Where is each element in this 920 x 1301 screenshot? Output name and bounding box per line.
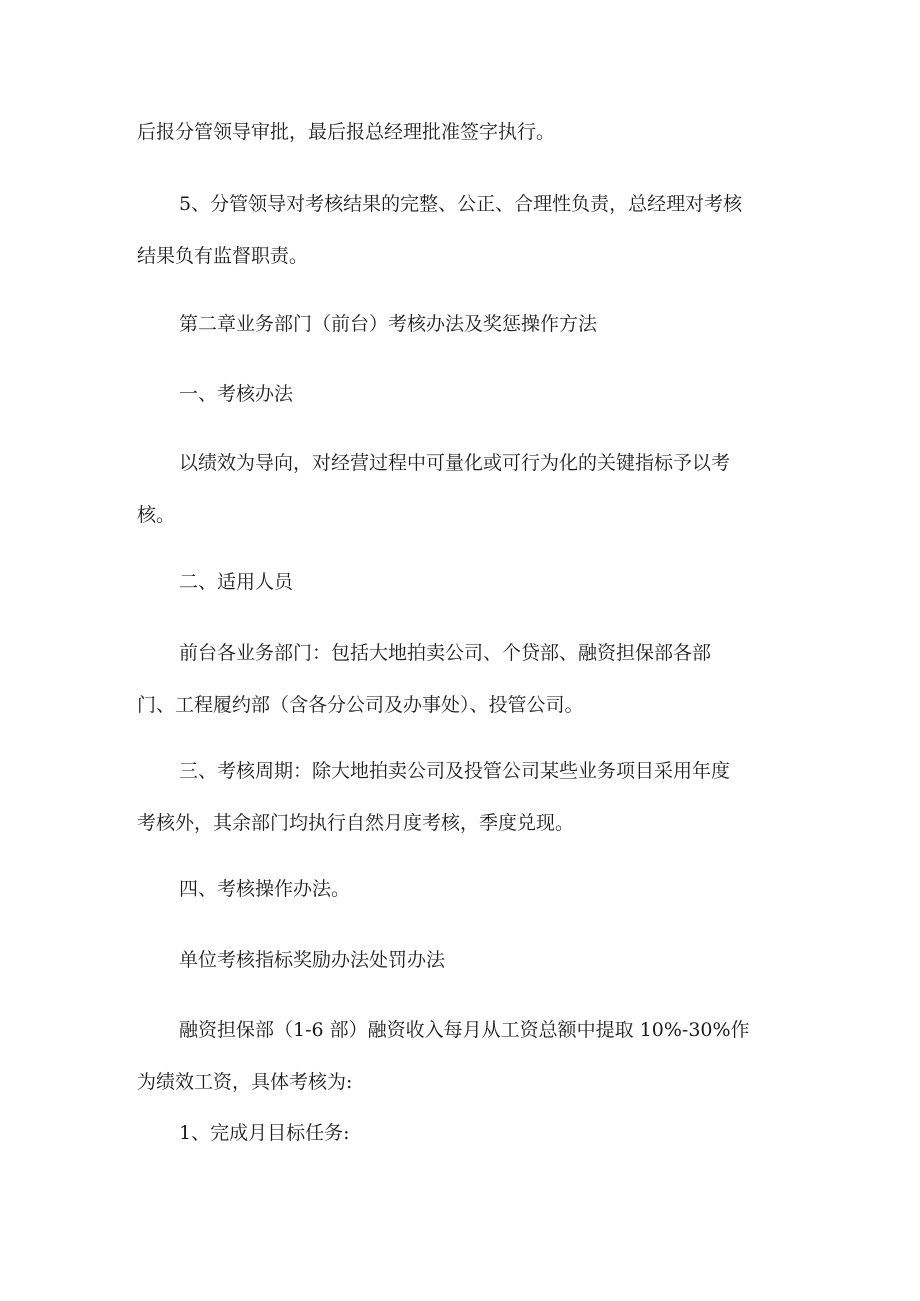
text-line: 第二章业务部门（前台）考核办法及奖惩操作方法 xyxy=(179,313,598,335)
text-line: 考核外，其余部门均执行自然月度考核，季度兑现。 xyxy=(137,812,575,834)
text-line: 结果负有监督职责。 xyxy=(137,245,309,267)
text-line: 后报分管领导审批，最后报总经理批准签字执行。 xyxy=(137,121,556,143)
text-line: 单位考核指标奖励办法处罚办法 xyxy=(179,949,446,971)
paragraph-approval-continuation xyxy=(137,106,787,158)
text-line: 二、适用人员 xyxy=(179,571,294,593)
paragraph-front-departments xyxy=(137,627,787,731)
text-line: 三、考核周期：除大地拍卖公司及投管公司某些业务项目采用年度 xyxy=(179,760,731,782)
section-heading-method xyxy=(137,368,787,420)
text-line: 核。 xyxy=(137,504,176,526)
text-line: 以绩效为导向，对经营过程中可量化或可行为化的关键指标予以考 xyxy=(179,452,731,474)
text-line: 四、考核操作办法。 xyxy=(179,878,351,900)
paragraph-item-5 xyxy=(137,178,787,282)
paragraph-performance-orientation xyxy=(137,437,787,541)
text-line: 1、完成月目标任务: xyxy=(179,1122,350,1144)
text-line: 门、工程履约部（含各分公司及办事处）、投管公司。 xyxy=(137,694,584,716)
paragraph-assessment-cycle xyxy=(137,745,787,849)
section-heading-applicable-staff xyxy=(137,556,787,608)
chapter-heading xyxy=(137,298,787,350)
text-line: 融资担保部（1-6 部）融资收入每月从工资总额中提取 10%-30%作 xyxy=(179,1019,750,1041)
text-line: 前台各业务部门：包括大地拍卖公司、个贷部、融资担保部各部 xyxy=(179,642,712,664)
paragraph-financing-guarantee xyxy=(137,1004,787,1108)
list-item-1 xyxy=(137,1107,787,1159)
text-line: 5、分管领导对考核结果的完整、公正、合理性负责，总经理对考核 xyxy=(179,193,743,215)
section-heading-operation xyxy=(137,863,787,915)
text-line: 一、考核办法 xyxy=(179,383,294,405)
text-line: 为绩效工资，具体考核为: xyxy=(137,1071,353,1093)
table-header-line xyxy=(137,934,787,986)
